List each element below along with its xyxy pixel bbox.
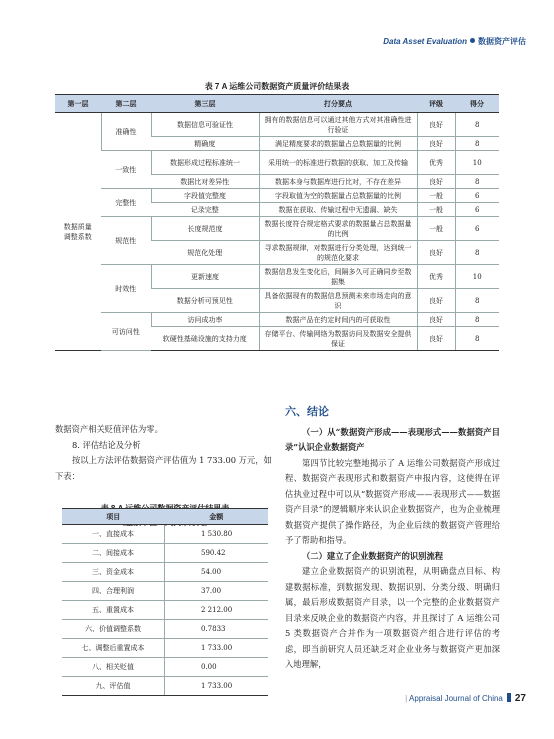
level3-cell: 数据信息可验证性 (151, 113, 259, 137)
score-cell: 10 (455, 265, 499, 289)
table-row (62, 639, 268, 658)
level2-cell: 可访问性 (101, 313, 151, 351)
table-row (62, 544, 268, 563)
point-cell: 存储平台、传输网络为数据访问及数据安全提供保证 (259, 327, 417, 351)
level2-cell: 规范性 (101, 217, 151, 265)
point-cell: 采用统一的标准进行数据的获取、加工及传输 (259, 151, 417, 175)
amount-cell: 1 733.00 (165, 639, 269, 658)
item-cell: 八、相关贬值 (62, 658, 165, 677)
point-cell: 数据本身与数据库进行比对，不存在差异 (259, 175, 417, 189)
table-header-cell: 第三层 (151, 95, 259, 113)
score-cell: 6 (455, 217, 499, 241)
table-row (55, 189, 499, 203)
score-cell: 8 (455, 327, 499, 351)
table-row (55, 151, 499, 175)
level2-cell: 一致性 (101, 151, 151, 189)
paragraph: 数据资产相关贬值评估为零。 (55, 424, 163, 434)
amount-cell: 1 530.80 (165, 525, 269, 544)
right-column (285, 405, 500, 673)
amount-cell: 37.00 (165, 582, 269, 601)
table-header-cell: 第一层 (55, 95, 101, 113)
point-cell: 数据长度符合规定格式要求的数据量占总数据量的比例 (259, 217, 417, 241)
item-cell: 五、重置成本 (62, 601, 165, 620)
point-cell: 数据信息发生变化后，间隔多久可正确同步至数据集 (259, 265, 417, 289)
subheading: 8. 评估结论及分析 (72, 439, 141, 450)
level3-cell: 长度规范度 (151, 217, 259, 241)
item-cell: 三、资金成本 (62, 563, 165, 582)
score-cell: 8 (455, 113, 499, 137)
table-row (55, 217, 499, 241)
page-number: 27 (514, 693, 526, 704)
level3-cell: 精确度 (151, 137, 259, 151)
paragraph: 按以上方法评估数据资产评估值为 1 733.00 万元，如下表： (55, 455, 272, 481)
table-row (55, 313, 499, 327)
point-cell: 数据在获取、传输过程中无遗漏、缺失 (259, 203, 417, 217)
divider: | (405, 694, 408, 703)
grade-cell: 良好 (417, 327, 455, 351)
grade-cell: 良好 (417, 137, 455, 151)
point-cell: 满足精度要求的数据量占总数据量的比例 (259, 137, 417, 151)
table-header-cell: 得分 (455, 95, 499, 113)
grade-cell: 一般 (417, 189, 455, 203)
level1-cell: 数据质量调整系数 (55, 113, 101, 351)
score-cell: 8 (455, 313, 499, 327)
table-header-cell: 评级 (417, 95, 455, 113)
quality-table (55, 94, 499, 351)
item-cell: 七、调整后重置成本 (62, 639, 165, 658)
table-header-row (62, 509, 268, 525)
table-header-cell: 金额 (165, 509, 269, 525)
table-header-row (55, 95, 499, 113)
grade-cell: 一般 (417, 217, 455, 241)
amount-cell: 2 212.00 (165, 601, 269, 620)
table-header-cell: 第二层 (101, 95, 151, 113)
table-header-cell: 打分要点 (259, 95, 417, 113)
journal-name: Appraisal Journal of China (409, 694, 503, 703)
result-table (62, 508, 268, 696)
point-cell: 具备依据现有的数据信息预测未来市场走向的意识 (259, 289, 417, 313)
point-cell: 拥有的数据信息可以通过其他方式对其准确性进行验证 (259, 113, 417, 137)
subheading: （二）建立了企业数据资产的识别流程 (302, 550, 444, 561)
table-row (62, 563, 268, 582)
grade-cell: 良好 (417, 313, 455, 327)
bar-icon (507, 693, 511, 702)
item-cell: 六、价值调整系数 (62, 620, 165, 639)
grade-cell: 良好 (417, 113, 455, 137)
subheading: （一）从“数据资产形成——表现形式——数据资产目录”认识企业数据资产 (285, 426, 500, 452)
amount-cell: 1 733.00 (165, 677, 269, 696)
score-cell: 8 (455, 289, 499, 313)
level3-cell: 规范化处理 (151, 241, 259, 265)
level2-cell: 完整性 (101, 189, 151, 217)
item-cell: 九、评估值 (62, 677, 165, 696)
header-english: Data Asset Evaluation (383, 37, 467, 46)
level3-cell: 访问成功率 (151, 313, 259, 327)
grade-cell: 良好 (417, 175, 455, 189)
table-row (62, 582, 268, 601)
table-row (55, 113, 499, 137)
score-cell: 8 (455, 241, 499, 265)
level3-cell: 数据比对差异性 (151, 175, 259, 189)
score-cell: 8 (455, 137, 499, 151)
table-row (62, 658, 268, 677)
paragraph: 建立企业数据资产的识别流程，从明确盘点目标、构建数据标准，到数据发现、数据识别、分类分级、明确归属，最后形成数据资产目录，以一个完整的企业数据资产目录来反映企业的数据资产内容，并且探讨了 A 运维公司 5 类数据资产合并作为一项数据资产组合进行评估的考虑，即当前研究人员还缺乏对企业业务与数据资产更加深入地理解， (285, 566, 500, 669)
table7-caption: 表 7 A 运维公司数据资产质量评价结果表 (204, 82, 350, 91)
table-row (62, 677, 268, 696)
level3-cell: 更新速度 (151, 265, 259, 289)
amount-cell: 54.00 (165, 563, 269, 582)
grade-cell: 优秀 (417, 265, 455, 289)
point-cell: 寻求数据规律，对数据进行分类处理，达到统一的规范化要求 (259, 241, 417, 265)
score-cell: 10 (455, 151, 499, 175)
table-row (62, 525, 268, 544)
item-cell: 四、合理利润 (62, 582, 165, 601)
level3-cell: 字段值完整度 (151, 189, 259, 203)
dot-icon (470, 38, 475, 43)
amount-cell: 0.7833 (165, 620, 269, 639)
item-cell: 二、间接成本 (62, 544, 165, 563)
level2-cell: 准确性 (101, 113, 151, 151)
running-header (383, 36, 526, 47)
grade-cell: 优秀 (417, 151, 455, 175)
score-cell: 8 (455, 175, 499, 189)
grade-cell: 良好 (417, 289, 455, 313)
score-cell: 6 (455, 203, 499, 217)
level3-cell: 数据分析可预见性 (151, 289, 259, 313)
section-title: 六、结论 (285, 406, 329, 418)
point-cell: 字段取值为空的数据量占总数据量的比例 (259, 189, 417, 203)
page-footer (405, 693, 526, 704)
amount-cell: 590.42 (165, 544, 269, 563)
grade-cell: 一般 (417, 203, 455, 217)
level3-cell: 记录完整 (151, 203, 259, 217)
level3-cell: 数据形成过程标准统一 (151, 151, 259, 175)
amount-cell: 0.00 (165, 658, 269, 677)
table-row (55, 265, 499, 289)
score-cell: 6 (455, 189, 499, 203)
table-header-cell: 项目 (62, 509, 165, 525)
grade-cell: 良好 (417, 241, 455, 265)
point-cell: 数据产品在约定时间内的可获取性 (259, 313, 417, 327)
level2-cell: 时效性 (101, 265, 151, 313)
table-row (62, 620, 268, 639)
header-chinese: 数据资产评估 (478, 37, 526, 46)
item-cell: 一、直接成本 (62, 525, 165, 544)
level3-cell: 软硬性基础设施的支持力度 (151, 327, 259, 351)
table-row (62, 601, 268, 620)
paragraph: 第四节比较完整地揭示了 A 运维公司数据资产形成过程、数据资产表现形式和数据资产申报内容，这使得在评估执业过程中可以从“数据资产形成——表现形式——数据资产目录”的逻辑顺序来认识企业数据资产，也为企业梳理数据资产提供了操作路径，为企业后续的数据资产管理给予了帮助和指导。 (285, 457, 500, 545)
